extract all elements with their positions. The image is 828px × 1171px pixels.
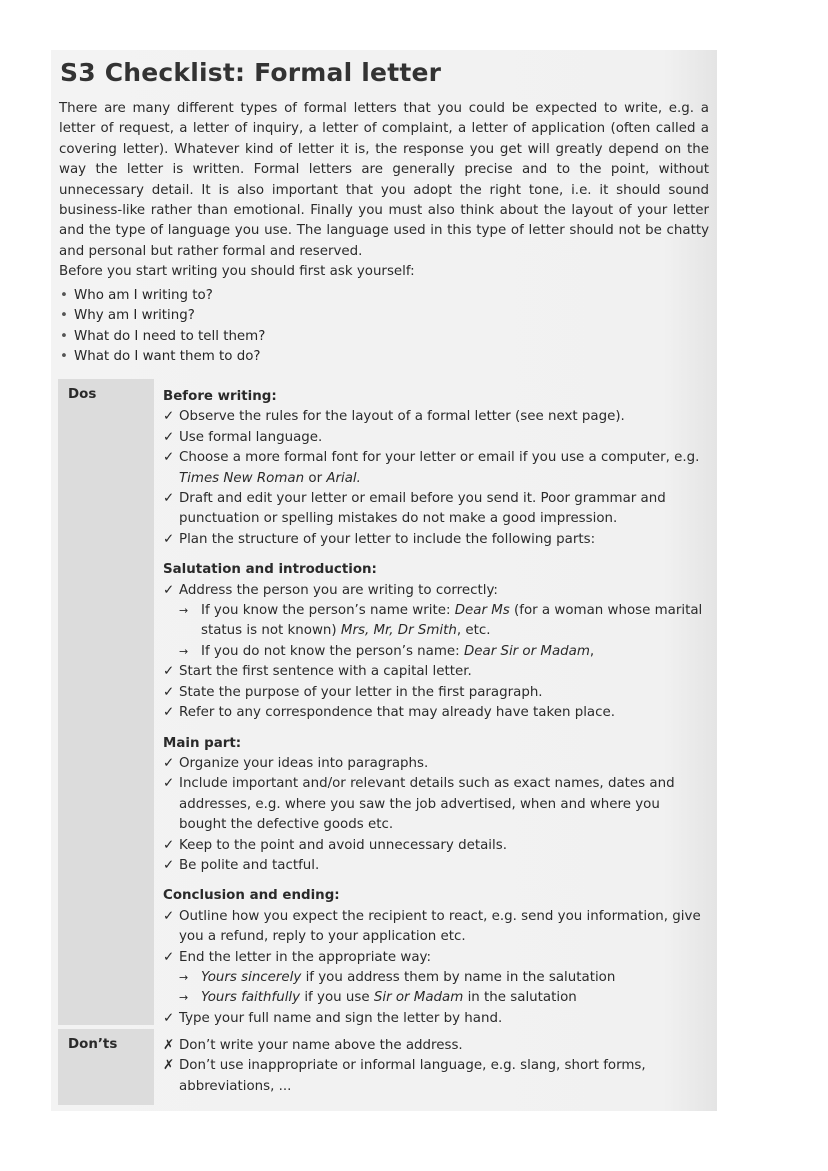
checklist-item: ✓ End the letter in the appropriate way: [163, 948, 703, 968]
checklist-item: ✓ Keep to the point and avoid unnecessary details. [163, 836, 703, 856]
cross-icon: ✗ [163, 1058, 175, 1074]
check-icon: ✓ [163, 705, 175, 721]
checklist-item: ✓ Address the person you are writing to correctly: [163, 581, 703, 601]
check-icon: ✓ [163, 949, 175, 965]
checklist-item: ✓ Refer to any correspondence that may already have taken place. [163, 703, 703, 723]
check-icon: ✓ [163, 908, 175, 924]
check-icon: ✓ [163, 684, 175, 700]
arrow-icon: → [179, 970, 189, 984]
check-icon: ✓ [163, 491, 175, 507]
sub-item: → Yours sincerely if you address them by name in the salutation [163, 968, 703, 988]
page-title: S3 Checklist: Formal letter [60, 58, 442, 87]
conclusion-section [163, 886, 703, 1029]
intro-paragraph: There are many different types of formal letters that you could be expected to write, e.g. a letter of request, a letter of inquiry, a letter of complaint, a letter of application (often called a covering letter). Whatever kind of letter it is, the response you get will greatly depend on the way the letter is written. Formal letters are generally precise and to the point, without unnecessary detail. It is also important that you adopt the right tone, i.e. it should sound business-like rather than emotional. Finally you must also think about the layout of your letter and the type of language you use. The language used in this type of letter should not be chatty and personal but rather formal and reserved. [59, 101, 709, 259]
checklist-item: ✓ Observe the rules for the layout of a formal letter (see next page). [163, 407, 703, 427]
cross-icon: ✗ [163, 1038, 175, 1053]
sub-item: → If you do not know the person’s name: Dear Sir or Madam, [163, 642, 703, 662]
list-item: • What do I need to tell them? [59, 327, 265, 347]
before-writing-section [163, 387, 703, 550]
section-title: Main part: [163, 735, 242, 751]
sub-item: → Yours faithfully if you use Sir or Madam in the salutation [163, 988, 703, 1008]
dos-label: Dos [68, 387, 97, 402]
check-icon: ✓ [163, 1010, 175, 1026]
list-item: • What do I want them to do? [59, 347, 265, 367]
list-item: • Who am I writing to? [59, 286, 265, 306]
arrow-icon: → [179, 644, 189, 658]
donts-item: ✗ Don’t use inappropriate or informal language, e.g. slang, short forms, abbreviations, ... [163, 1058, 646, 1094]
check-icon: ✓ [163, 450, 175, 466]
check-icon: ✓ [163, 429, 175, 445]
check-icon: ✓ [163, 776, 175, 792]
dos-label-column [58, 379, 154, 1025]
sub-item: → If you know the person’s name write: Dear Ms (for a woman whose marital status is not known) Mrs, Mr, Dr Smith, etc. [179, 603, 703, 639]
donts-item: ✗ Don’t write your name above the address. [163, 1036, 703, 1056]
textbook-page [51, 50, 717, 1111]
ask-line: Before you start writing you should first ask yourself: [59, 264, 415, 280]
dos-content [163, 387, 703, 1039]
checklist-item: ✓ Start the first sentence with a capital letter. [163, 662, 703, 682]
checklist-item: ✓ Organize your ideas into paragraphs. [163, 754, 703, 774]
arrow-icon: → [179, 604, 189, 618]
checklist-item: ✓ Be polite and tactful. [163, 856, 703, 876]
check-icon: ✓ [163, 837, 175, 853]
check-icon: ✓ [163, 857, 175, 873]
checklist-item: ✓ Include important and/or relevant details such as exact names, dates and addresses, e.g. where you saw the job advertised, when and where you bought the defective goods etc. [163, 776, 675, 833]
checklist-item: ✓ Type your full name and sign the letter by hand. [163, 1009, 703, 1029]
main-part-section [163, 734, 703, 877]
check-icon: ✓ [163, 409, 175, 425]
checklist-item: ✓ Outline how you expect the recipient to react, e.g. send you information, give you a refund, reply to your application etc. [163, 908, 701, 945]
section-title: Conclusion and ending: [163, 888, 340, 904]
section-title: Salutation and introduction: [163, 562, 377, 578]
check-icon: ✓ [163, 664, 175, 680]
donts-content [163, 1036, 703, 1097]
checklist-item: ✓ Plan the structure of your letter to include the following parts: [163, 530, 703, 550]
list-item: • Why am I writing? [59, 306, 265, 326]
arrow-icon: → [179, 991, 189, 1005]
question-list [59, 286, 265, 368]
check-icon: ✓ [163, 582, 175, 598]
donts-label: Don’ts [68, 1037, 118, 1052]
checklist-item: ✓ State the purpose of your letter in the first paragraph. [163, 683, 703, 703]
donts-label-column [58, 1029, 154, 1105]
check-icon: ✓ [163, 531, 175, 547]
checklist-item: ✓ Draft and edit your letter or email before you send it. Poor grammar and punctuation or spelling mistakes do not make a good impression. [163, 491, 666, 527]
check-icon: ✓ [163, 755, 175, 771]
checklist-item: ✓ Choose a more formal font for your letter or email if you use a computer, e.g. Times New Roman or Arial. [163, 450, 700, 486]
intro-text [59, 99, 709, 283]
salutation-section [163, 560, 703, 723]
section-title: Before writing: [163, 389, 277, 404]
checklist-item: ✓ Use formal language. [163, 428, 703, 448]
